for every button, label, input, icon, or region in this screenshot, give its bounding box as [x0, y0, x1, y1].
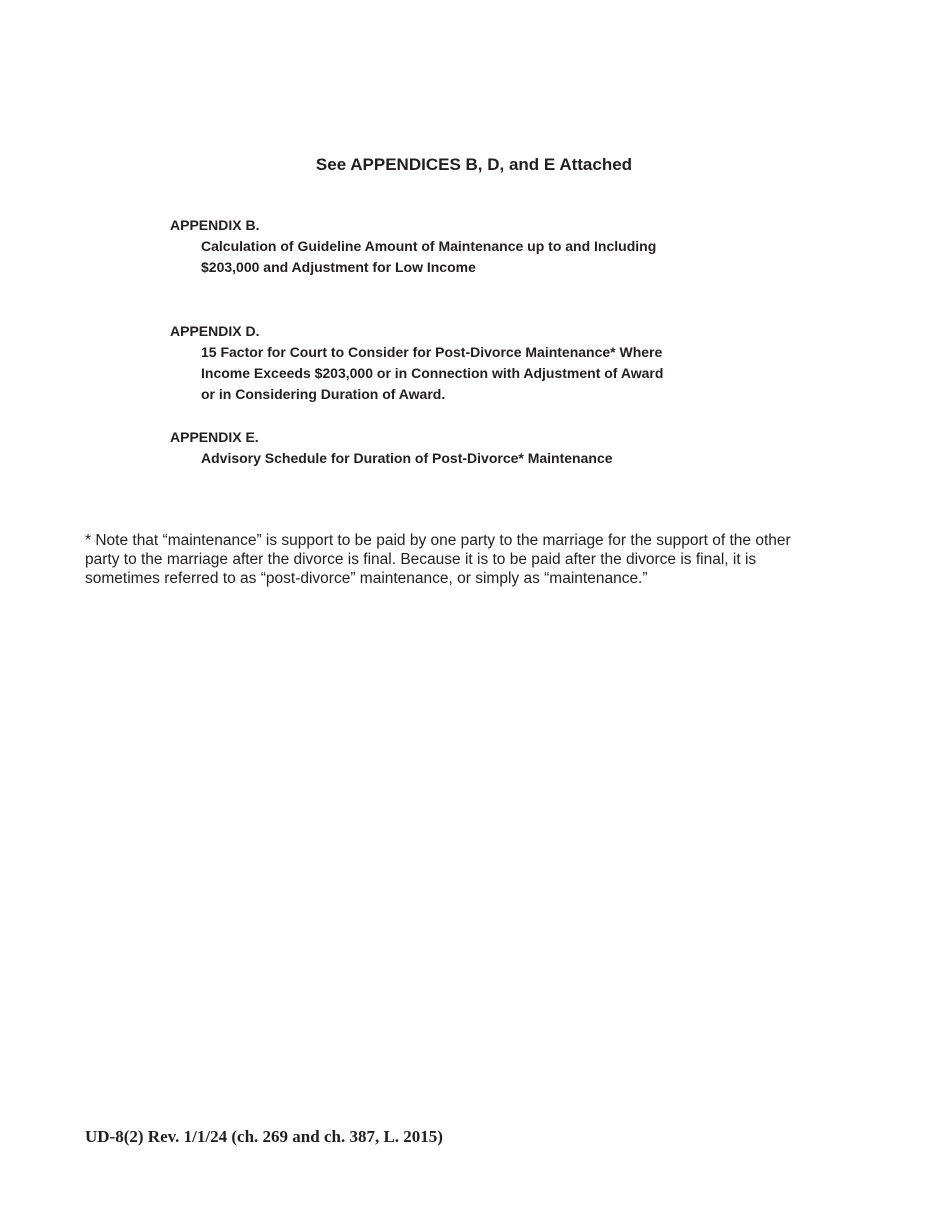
form-id-footer: UD-8(2) Rev. 1/1/24 (ch. 269 and ch. 387, L. 2015) [85, 1127, 443, 1146]
appendix-b-label: APPENDIX B. [170, 217, 260, 233]
page-title: See APPENDICES B, D, and E Attached [315, 155, 633, 174]
appendix-d-line-1: 15 Factor for Court to Consider for Post-Divorce Maintenance* Where [201, 344, 663, 360]
appendix-b-description [201, 236, 790, 278]
appendix-d-line-3: or in Considering Duration of Award. [201, 386, 446, 402]
note-line-3: sometimes referred to as “post-divorce” maintenance, or simply as “maintenance.” [85, 570, 648, 587]
appendix-d [170, 321, 790, 405]
appendix-b-line-1: Calculation of Guideline Amount of Maintenance up to and Including [201, 238, 657, 254]
note-line-1: * Note that “maintenance” is support to be paid by one party to the marriage for the support of the other [85, 532, 791, 549]
maintenance-note [85, 531, 875, 588]
appendix-e-line-1: Advisory Schedule for Duration of Post-Divorce* Maintenance [201, 450, 613, 466]
appendix-d-line-2: Income Exceeds $203,000 or in Connection with Adjustment of Award [201, 365, 664, 381]
appendix-e-label: APPENDIX E. [170, 429, 259, 445]
appendix-b-line-2: $203,000 and Adjustment for Low Income [201, 259, 476, 275]
appendix-e [170, 427, 790, 469]
appendix-d-label: APPENDIX D. [170, 323, 260, 339]
appendix-b [170, 215, 790, 278]
appendix-d-description [201, 342, 790, 405]
appendix-e-description [201, 448, 790, 469]
note-line-2: party to the marriage after the divorce is final. Because it is to be paid after the divorce is final, it is [85, 551, 757, 568]
